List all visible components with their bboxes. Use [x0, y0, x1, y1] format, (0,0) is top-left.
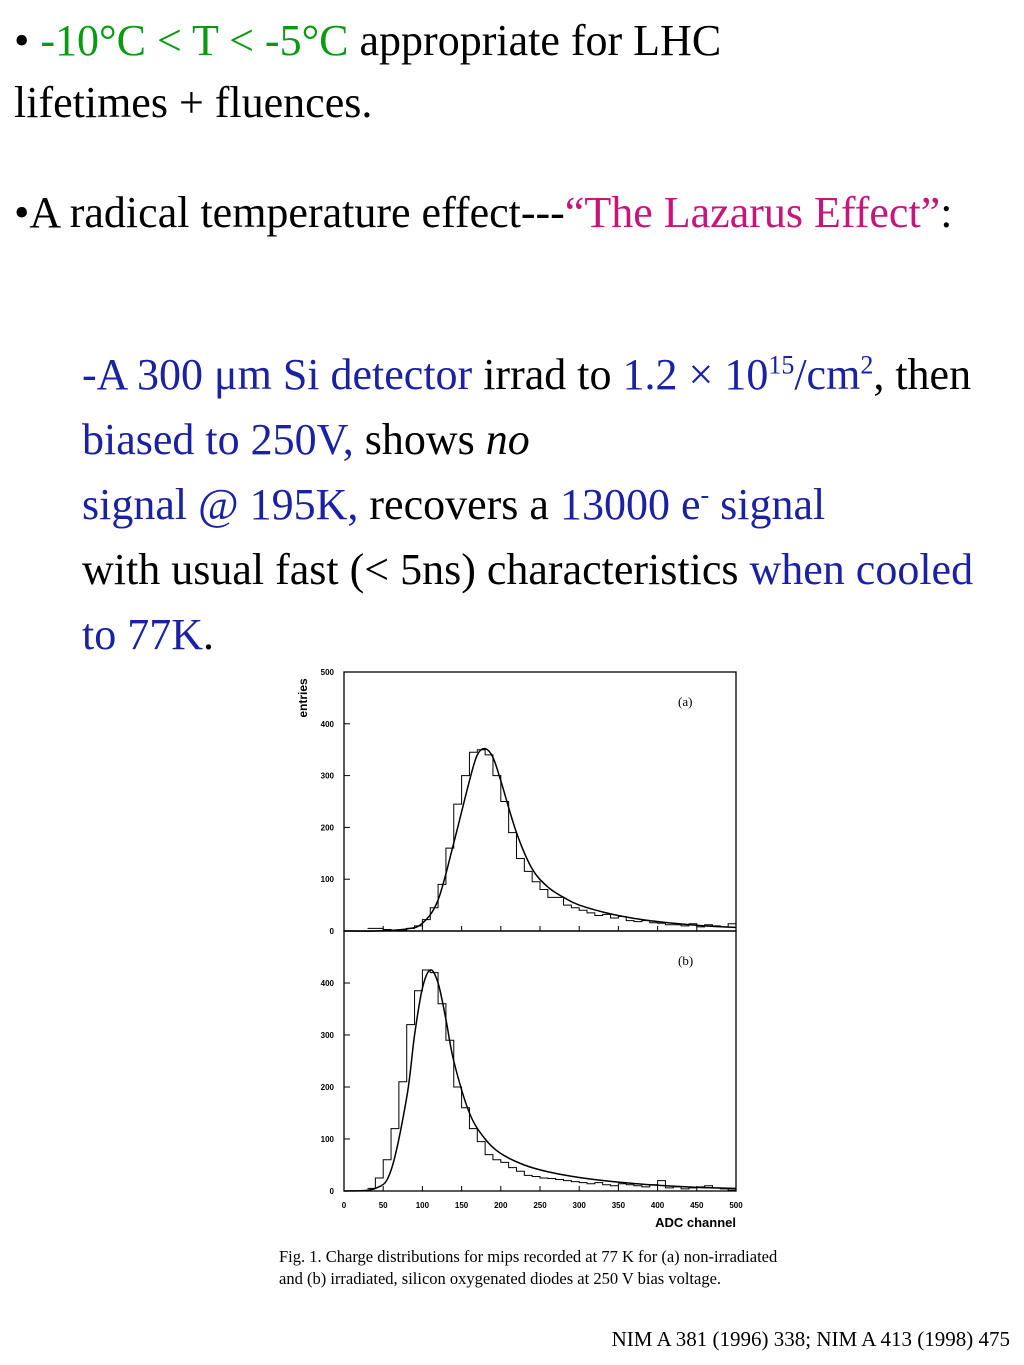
y-tick-label: 300 [320, 1031, 334, 1040]
x-tick-label: 400 [650, 1201, 665, 1210]
bullet-temperature-range [14, 10, 1014, 134]
signal-at-195k: signal @ 195K, [82, 480, 359, 529]
x-tick-label: 0 [341, 1201, 347, 1210]
x-tick-label: 150 [454, 1201, 469, 1210]
y-tick-label: 500 [320, 668, 334, 677]
fluence-exponent: 15 [768, 350, 795, 380]
y-tick-label: 400 [320, 719, 334, 729]
bullet2-colon: : [940, 188, 953, 237]
fluence-unit: /cm [794, 350, 861, 399]
x-tick-label: 450 [690, 1201, 704, 1210]
x-tick-label: 300 [572, 1201, 586, 1210]
histogram-series [368, 750, 736, 930]
fit-curve [344, 970, 736, 1191]
y-tick-label: 300 [320, 771, 334, 781]
electron-charge-sign: - [700, 480, 710, 510]
x-tick-label: 200 [494, 1201, 508, 1210]
bullet-marker: • [14, 16, 41, 65]
text-shows: shows [353, 415, 486, 464]
x-tick-label: 350 [611, 1201, 626, 1210]
detector-description [82, 342, 1012, 667]
bullet2-prefix: •A radical temperature effect--- [14, 188, 565, 237]
signal-word: signal [709, 480, 826, 529]
temperature-range: -10°C < T < -5°C [40, 16, 349, 65]
y-tick-label: 0 [329, 927, 334, 936]
x-tick-label: 50 [378, 1201, 388, 1210]
fluence-value [623, 350, 874, 399]
charge-distribution-plots [280, 660, 780, 1240]
citation: NIM A 381 (1996) 338; NIM A 413 (1998) 475 [611, 1327, 1010, 1351]
x-axis-label: ADC channel [655, 1215, 736, 1230]
y-axis-label: entries [296, 678, 310, 718]
panel-label: (b) [678, 953, 694, 968]
panel-frame-0 [344, 672, 736, 931]
bias-voltage: biased to 250V, [82, 415, 354, 464]
lazarus-effect-quote: “The Lazarus Effect” [564, 188, 941, 237]
fluence-unit-exponent: 2 [860, 350, 874, 380]
fit-curve [344, 749, 736, 932]
text-no: no [485, 415, 530, 464]
cooled-to-77k: when cooled to 77K [82, 545, 974, 659]
y-tick-label: 400 [320, 979, 334, 988]
text-recovers: recovers a [358, 480, 560, 529]
y-tick-label: 100 [320, 875, 334, 885]
charge-distribution-figure [280, 660, 780, 1240]
y-tick-label: 200 [320, 1083, 334, 1092]
detector-spec: -A 300 μm Si detector [82, 350, 473, 399]
panel-label: (a) [678, 694, 693, 709]
figure-caption: Fig. 1. Charge distributions for mips recorded at 77 K for (a) non-irradiated and (b) irradiated, silicon oxygenated diodes at 250 V bias voltage. [279, 1247, 778, 1288]
x-tick-label: 500 [729, 1201, 743, 1210]
bullet-lazarus-effect [14, 182, 1014, 244]
text-irrad: irrad to [472, 350, 623, 399]
electron-count: 13000 e [559, 480, 701, 529]
text-fast-characteristics: with usual fast (< 5ns) characteristics [82, 545, 750, 594]
y-tick-label: 100 [320, 1135, 334, 1144]
y-tick-label: 0 [329, 1187, 334, 1196]
y-tick-label: 200 [320, 823, 334, 833]
text-then: , then [873, 350, 972, 399]
x-tick-label: 250 [533, 1201, 547, 1210]
bullet1-text-line2: lifetimes + fluences. [14, 78, 373, 127]
signal-electrons [560, 480, 825, 529]
panel-frame-1 [344, 931, 736, 1191]
final-period: . [203, 610, 214, 659]
x-tick-label: 100 [415, 1201, 430, 1210]
histogram-series [368, 970, 736, 1190]
bullet1-text: appropriate for LHC [348, 16, 722, 65]
fluence-mantissa: 1.2 × 10 [622, 350, 769, 399]
